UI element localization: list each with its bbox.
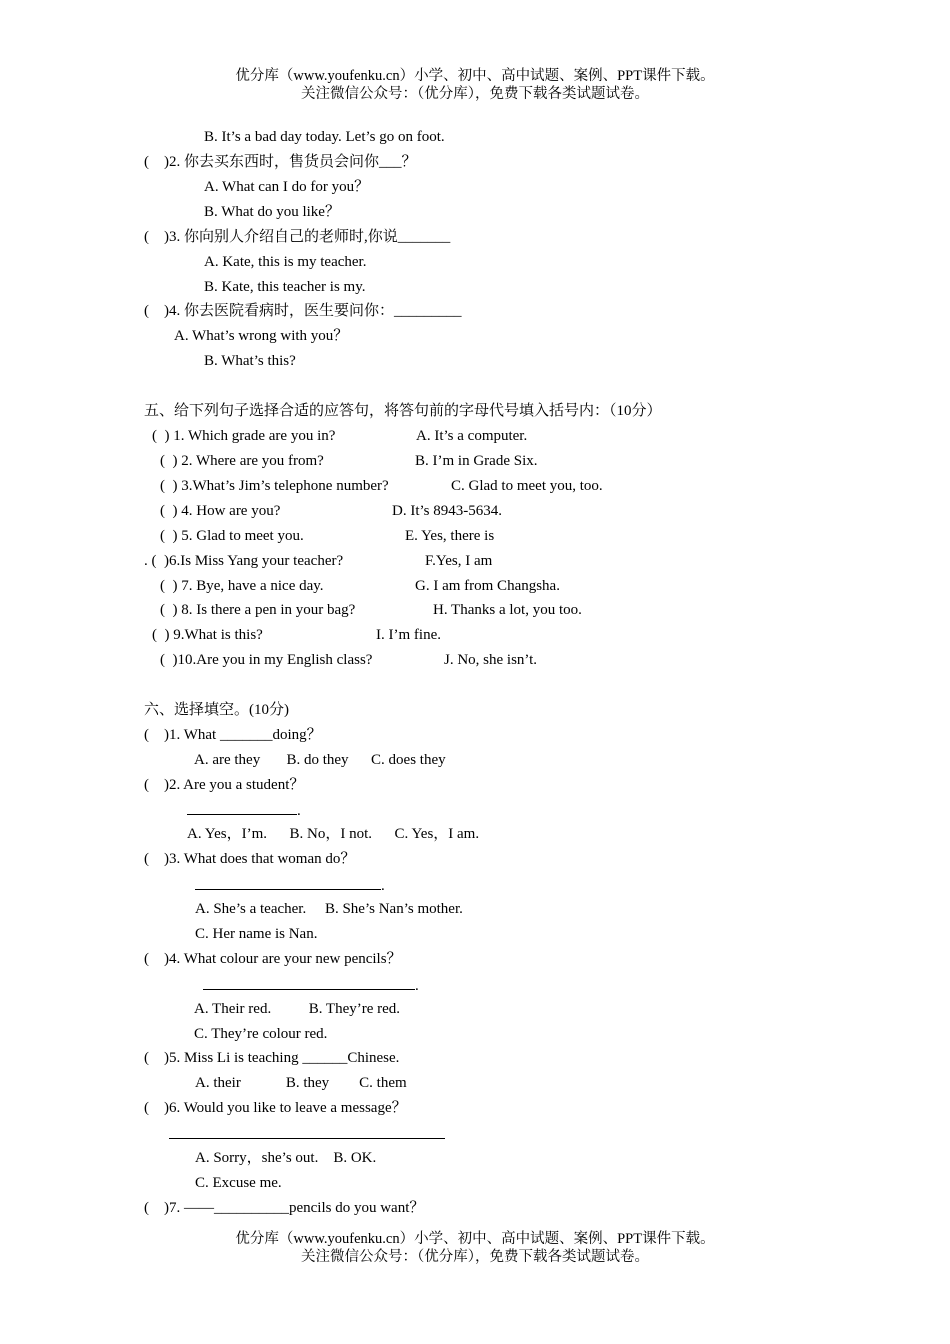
s6-q3-options-ab: A. She’s a teacher. B. She’s Nan’s mother. xyxy=(195,901,463,917)
s6-q4: ( )4. What colour are your new pencils？ xyxy=(144,951,402,967)
s6-q6-answer-blank xyxy=(169,1123,445,1145)
s6-q3: ( )3. What does that woman do？ xyxy=(144,851,356,867)
s6-q4-answer-blank: . xyxy=(203,974,419,996)
s4-q2: ( )2. 你去买东西时，售货员会问你___？ xyxy=(144,154,417,170)
footer-line-2: 关注微信公众号：（优分库），免费下载各类试题试卷。 xyxy=(301,1249,649,1265)
s6-q6-options-ab: A. Sorry，she’s out. B. OK. xyxy=(195,1150,377,1166)
s4-q3-option-b: B. Kate, this teacher is my. xyxy=(204,279,366,295)
s5-answer: C. Glad to meet you, too. xyxy=(451,478,603,494)
s5-question: . ( )6.Is Miss Yang your teacher? xyxy=(144,553,344,569)
s5-question: ( ) 2. Where are you from? xyxy=(160,453,324,469)
s5-question: ( ) 3.What’s Jim’s telephone number? xyxy=(160,478,389,494)
s5-answer: I. I’m fine. xyxy=(376,627,441,643)
s6-q6-option-c: C. Excuse me. xyxy=(195,1175,282,1191)
s4-q2-option-a: A. What can I do for you？ xyxy=(204,179,370,195)
s4-q3-option-a: A. Kate, this is my teacher. xyxy=(204,254,367,270)
s5-question: ( ) 4. How are you? xyxy=(160,503,281,519)
s5-question: ( ) 9.What is this? xyxy=(152,627,263,643)
s4-q1-option-b: B. It’s a bad day today. Let’s go on foot. xyxy=(204,129,445,145)
s5-answer: J. No, she isn’t. xyxy=(444,652,538,668)
page-header xyxy=(0,67,950,103)
s6-q7: ( )7. ——__________pencils do you want？ xyxy=(144,1200,425,1216)
s5-answer: E. Yes, there is xyxy=(405,528,495,544)
s5-question: ( )10.Are you in my English class? xyxy=(160,652,373,668)
s6-q6: ( )6. Would you like to leave a message？ xyxy=(144,1100,407,1116)
s6-q3-answer-blank: . xyxy=(195,874,385,896)
s4-q4: ( )4. 你去医院看病时，医生要问你：_________ xyxy=(144,303,462,319)
footer-line-1: 优分库（www.youfenku.cn）小学、初中、高中试题、案例、PPT课件下载。 xyxy=(235,1231,715,1247)
s4-q3: ( )3. 你向别人介绍自己的老师时,你说_______ xyxy=(144,229,451,245)
s6-q2-options: A. Yes，I’m. B. No，I not. C. Yes，I am. xyxy=(187,826,480,842)
s4-q4-option-a: A. What’s wrong with you？ xyxy=(174,328,349,344)
s5-answer: F.Yes, I am xyxy=(425,553,493,569)
s6-q2: ( )2. Are you a student？ xyxy=(144,777,305,793)
s5-question: ( ) 5. Glad to meet you. xyxy=(160,528,304,544)
s6-q3-option-c: C. Her name is Nan. xyxy=(195,926,318,942)
s5-answer: A. It’s a computer. xyxy=(416,428,528,444)
section-5-title: 五、给下列句子选择合适的应答句，将答句前的字母代号填入括号内：（10分） xyxy=(144,403,662,419)
s5-answer: D. It’s 8943-5634. xyxy=(392,503,502,519)
s6-q5-options: A. their B. they C. them xyxy=(195,1075,407,1091)
s5-question: ( ) 1. Which grade are you in? xyxy=(152,428,336,444)
header-line-1: 优分库（www.youfenku.cn）小学、初中、高中试题、案例、PPT课件下载。 xyxy=(235,68,715,84)
s6-q4-option-c: C. They’re colour red. xyxy=(194,1026,328,1042)
header-line-2: 关注微信公众号：（优分库），免费下载各类试题试卷。 xyxy=(301,86,649,102)
s5-answer: H. Thanks a lot, you too. xyxy=(433,602,582,618)
s6-q4-options-ab: A. Their red. B. They’re red. xyxy=(194,1001,401,1017)
s5-question: ( ) 8. Is there a pen in your bag? xyxy=(160,602,356,618)
s5-answer: B. I’m in Grade Six. xyxy=(415,453,538,469)
s5-answer: G. I am from Changsha. xyxy=(415,578,560,594)
section-6-title: 六、选择填空。(10分) xyxy=(144,702,289,718)
s6-q1-options: A. are they B. do they C. does they xyxy=(194,752,446,768)
page-footer xyxy=(0,1230,950,1266)
s6-q1: ( )1. What _______doing？ xyxy=(144,727,322,743)
s6-q5: ( )5. Miss Li is teaching ______Chinese. xyxy=(144,1050,400,1066)
s5-question: ( ) 7. Bye, have a nice day. xyxy=(160,578,324,594)
s4-q2-option-b: B. What do you like？ xyxy=(204,204,340,220)
s6-q2-answer-blank: . xyxy=(187,799,301,821)
s4-q4-option-b: B. What’s this? xyxy=(204,353,296,369)
